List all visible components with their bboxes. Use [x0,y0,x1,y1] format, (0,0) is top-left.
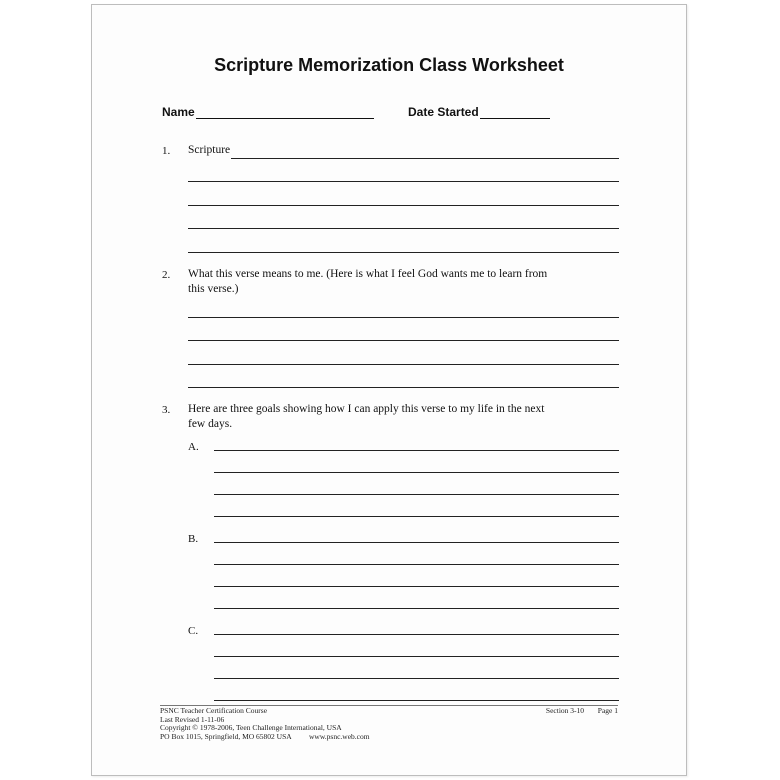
name-field[interactable] [162,105,374,119]
worksheet-page [91,4,687,776]
scripture-line[interactable] [231,158,619,159]
question-2-number: 2. [162,269,171,281]
footer-website: www.psnc.web.com [309,731,370,741]
goal-a-line[interactable] [214,516,619,517]
footer-right [546,707,618,716]
footer-section: Section 3-10 [545,706,585,715]
meaning-line[interactable] [188,364,619,365]
question-2-line-2: this verse.) [188,283,239,295]
goal-a-letter: A. [188,441,199,453]
footer-copyright: Copyright © 1978-2006, Teen Challenge International, USA [160,723,342,733]
question-3-text [188,402,544,432]
footer-page-number: Page 1 [597,706,618,715]
question-3-number: 3. [162,404,171,416]
goal-c-line[interactable] [214,678,619,679]
question-3-line-2: few days. [188,418,233,430]
question-2-line-1: What this verse means to me. (Here is what I feel God wants me to learn from [188,268,548,280]
goal-b-line[interactable] [214,586,619,587]
name-blank[interactable] [196,106,374,119]
scripture-line[interactable] [188,228,619,229]
name-label: Name [162,105,195,119]
goal-b-line[interactable] [214,542,619,543]
question-2-text [188,267,547,297]
meaning-line[interactable] [188,387,619,388]
question-3-line-1: Here are three goals showing how I can apply this verse to my life in the next [188,403,545,415]
meaning-line[interactable] [188,340,619,341]
scripture-line[interactable] [188,181,619,182]
goal-c-line[interactable] [214,634,619,635]
goal-b-line[interactable] [214,564,619,565]
question-1-number: 1. [162,145,171,157]
goal-a-line[interactable] [214,450,619,451]
goal-b-letter: B. [188,533,199,545]
goal-c-line[interactable] [214,656,619,657]
meaning-line[interactable] [188,317,619,318]
scripture-line[interactable] [188,205,619,206]
date-started-label: Date Started [408,105,479,119]
worksheet-title: Scripture Memorization Class Worksheet [214,55,564,75]
goal-a-line[interactable] [214,494,619,495]
goal-b-line[interactable] [214,608,619,609]
question-1-label: Scripture [188,144,231,156]
scripture-line[interactable] [188,252,619,253]
goal-c-line[interactable] [214,700,619,701]
goal-a-line[interactable] [214,472,619,473]
date-started-field[interactable] [408,105,550,119]
date-started-blank[interactable] [480,106,550,119]
footer-course: PSNC Teacher Certification Course [160,706,268,715]
footer-revised: Last Revised 1-11-06 [160,714,225,724]
footer-left [160,707,370,741]
footer-address: PO Box 1015, Springfield, MO 65802 USA [160,731,292,741]
goal-c-letter: C. [188,625,199,637]
footer-address-row [160,733,370,742]
